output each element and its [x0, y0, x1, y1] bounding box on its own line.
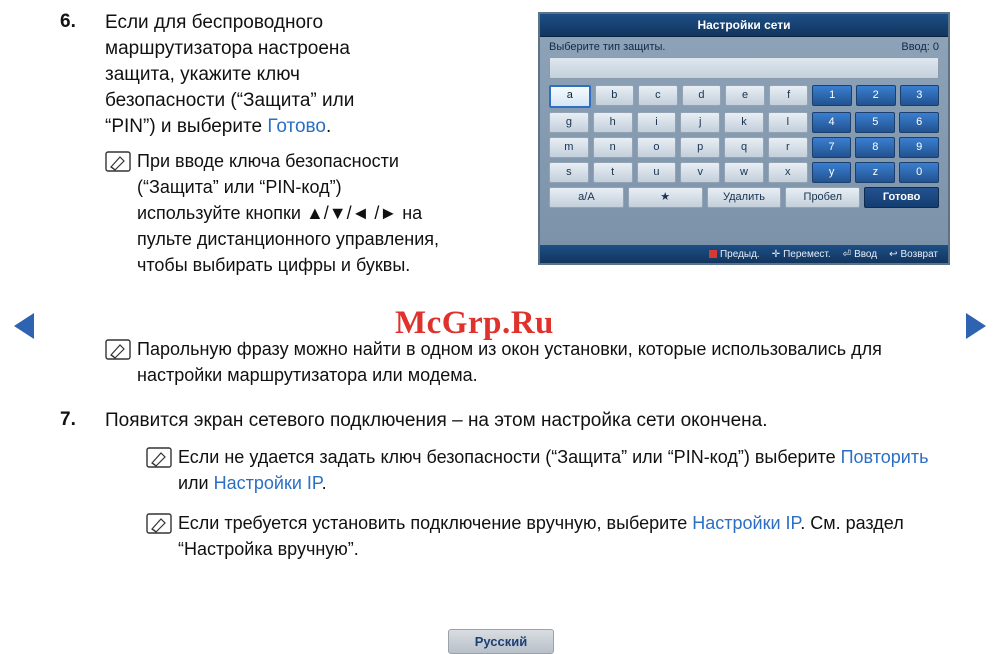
tv-input-counter: Ввод: 0: [901, 41, 939, 53]
key-6[interactable]: 6: [899, 112, 939, 133]
key-j[interactable]: j: [680, 112, 720, 133]
key-9[interactable]: 9: [899, 137, 939, 158]
step-6-link-done[interactable]: Готово: [267, 116, 326, 137]
key-u[interactable]: u: [637, 162, 677, 183]
return-icon: ↩: [889, 248, 898, 260]
key-e[interactable]: e: [725, 85, 765, 106]
note-4-text: [178, 510, 940, 562]
key-i[interactable]: i: [637, 112, 677, 133]
enter-icon: ⏎: [842, 248, 852, 260]
key-q[interactable]: q: [724, 137, 764, 158]
previous-page-arrow[interactable]: [14, 313, 34, 339]
note-3-link-retry[interactable]: Повторить: [840, 447, 929, 467]
note-1-text: При вводе ключа безопасности (“Защита” или “PIN-код”) используйте кнопки ▲/▼/◄ /► на пульте дистанционного управления, чтобы выбирать цифры и буквы.: [137, 151, 440, 275]
note-icon: [105, 339, 137, 361]
footer-hint-previous-label: Предыд.: [719, 248, 760, 260]
keyboard-row-4: [549, 162, 939, 183]
key-1[interactable]: 1: [812, 85, 852, 106]
key-a[interactable]: a: [549, 85, 591, 108]
key-4[interactable]: 4: [812, 112, 852, 133]
step-6-text-part-a: Если для беспроводного маршрутизатора настроена защита, укажите ключ безопасности (“Защита” или “PIN”) и выберите: [105, 12, 355, 137]
key-h[interactable]: h: [593, 112, 633, 133]
watermark: McGrp.Ru: [395, 305, 554, 341]
key-s[interactable]: s: [549, 162, 589, 183]
security-key-input[interactable]: [549, 57, 939, 79]
key-k[interactable]: k: [724, 112, 764, 133]
note-3-part-b: или: [178, 473, 214, 493]
key-t[interactable]: t: [593, 162, 633, 183]
tv-footer-hints: [540, 245, 948, 263]
tv-subbar: [540, 37, 948, 55]
tv-network-settings-screen: [538, 12, 950, 265]
key-case-toggle[interactable]: a/A: [549, 187, 624, 208]
key-space[interactable]: Пробел: [785, 187, 860, 208]
key-2[interactable]: 2: [856, 85, 896, 106]
keyboard-function-row: [549, 187, 939, 208]
key-8[interactable]: 8: [855, 137, 895, 158]
note-icon: [105, 151, 137, 173]
step-6-text: [105, 10, 375, 140]
note-3: [146, 444, 940, 496]
key-b[interactable]: b: [595, 85, 635, 106]
note-3-part-c: .: [321, 473, 327, 493]
next-page-arrow[interactable]: [966, 313, 986, 339]
dpad-icon: ✛: [771, 248, 781, 260]
footer-hint-move-label: Перемест.: [783, 248, 831, 260]
footer-hint-return: [889, 249, 938, 260]
key-r[interactable]: r: [768, 137, 808, 158]
step-7-number: 7.: [60, 409, 76, 430]
key-f[interactable]: f: [769, 85, 809, 106]
key-w[interactable]: w: [724, 162, 764, 183]
step-7: [60, 408, 940, 434]
key-symbols[interactable]: ★: [628, 187, 703, 208]
note-3-part-a: Если не удается задать ключ безопасности (“Защита” или “PIN-код”) выберите: [178, 447, 841, 467]
key-l[interactable]: l: [768, 112, 808, 133]
tv-prompt-text: Выберите тип защиты.: [549, 41, 666, 53]
note-2: [105, 336, 940, 388]
note-4-link-ip-settings[interactable]: Настройки IP: [692, 513, 801, 533]
footer-hint-previous: [709, 249, 760, 260]
language-button[interactable]: Русский: [448, 629, 554, 654]
key-v[interactable]: v: [680, 162, 720, 183]
key-m[interactable]: m: [549, 137, 589, 158]
note-2-text: Парольную фразу можно найти в одном из окон установки, которые использовались для настройки маршрутизатора или модема.: [137, 339, 882, 385]
key-d[interactable]: d: [682, 85, 722, 106]
footer-hint-enter: [843, 249, 877, 260]
key-x[interactable]: x: [768, 162, 808, 183]
on-screen-keyboard: [549, 85, 939, 208]
key-7[interactable]: 7: [812, 137, 852, 158]
note-4: [146, 510, 940, 562]
tv-screen-title: Настройки сети: [540, 14, 948, 37]
note-4-part-a: Если требуется установить подключение вручную, выберите: [178, 513, 693, 533]
keyboard-row-1: [549, 85, 939, 108]
key-done[interactable]: Готово: [864, 187, 939, 208]
key-0[interactable]: 0: [899, 162, 939, 183]
note-3-link-ip-settings[interactable]: Настройки IP: [213, 473, 322, 493]
note-icon: [146, 513, 178, 535]
key-n[interactable]: n: [593, 137, 633, 158]
red-square-icon: [709, 250, 717, 258]
note-3-text: [178, 444, 938, 496]
key-o[interactable]: o: [637, 137, 677, 158]
key-5[interactable]: 5: [855, 112, 895, 133]
note-4-part-b: . См. раздел “Настройка вручную”.: [178, 513, 904, 559]
footer-hint-return-label: Возврат: [900, 248, 938, 260]
key-y[interactable]: y: [812, 162, 852, 183]
key-delete[interactable]: Удалить: [707, 187, 782, 208]
step-6-text-part-b: .: [326, 116, 332, 137]
key-g[interactable]: g: [549, 112, 589, 133]
key-c[interactable]: c: [638, 85, 678, 106]
keyboard-row-2: [549, 112, 939, 133]
keyboard-row-3: [549, 137, 939, 158]
key-p[interactable]: p: [680, 137, 720, 158]
step-6-number: 6.: [60, 11, 76, 32]
note-icon: [146, 447, 178, 469]
footer-hint-move: [772, 249, 831, 260]
key-3[interactable]: 3: [900, 85, 940, 106]
footer-hint-enter-label: Ввод: [854, 248, 878, 260]
step-7-text: Появится экран сетевого подключения – на этом настройка сети окончена.: [105, 410, 768, 431]
key-z[interactable]: z: [855, 162, 895, 183]
